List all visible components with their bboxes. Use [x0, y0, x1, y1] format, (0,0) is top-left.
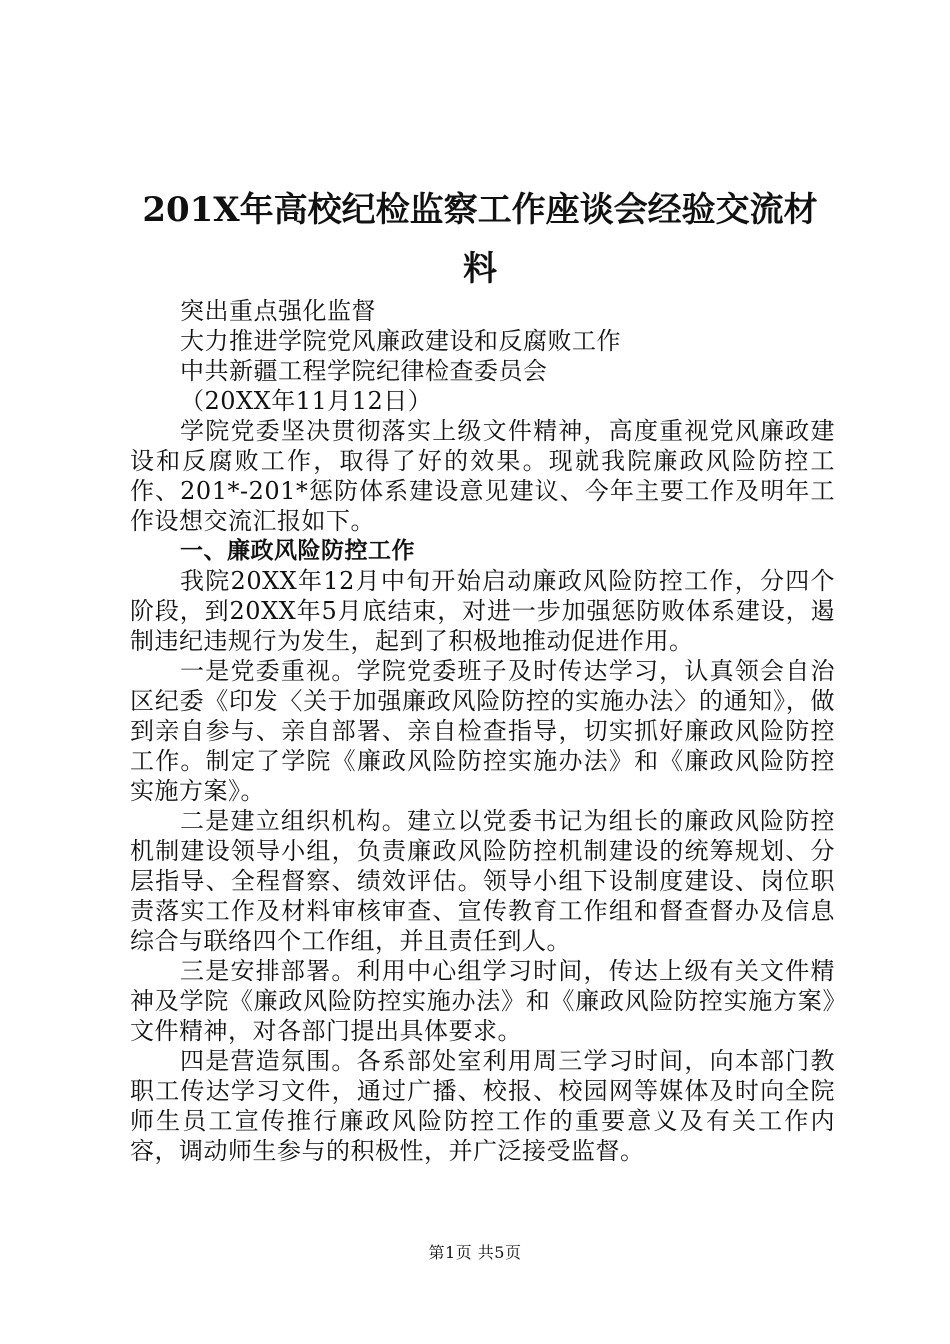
body-paragraph: 大力推进学院党风廉政建设和反腐败工作 — [180, 327, 621, 355]
body-paragraph: 我院20XX年12月中旬开始启动廉政风险防控工作，分四个阶段，到20XX年5月底结束，对进一步加强惩防败体系建设，遏制违纪违规行为发生，起到了积极地推动促进作用。 — [130, 567, 835, 655]
body-paragraph: 二是建立组织机构。建立以党委书记为组长的廉政风险防控机制建设领导小组，负责廉政风险防控机制建设的统筹规划、分层指导、全程督察、绩效评估。领导小组下设制度建设、岗位职责落实工作及材料审核审查、宣传教育工作组和督查督办及信息综合与联络四个工作组，并且责任到人。 — [130, 807, 835, 955]
body-paragraph: （20XX年11月12日） — [180, 387, 433, 415]
body-paragraph: 三是安排部署。利用中心组学习时间，传达上级有关文件精神及学院《廉政风险防控实施办法》和《廉政风险防控实施方案》文件精神，对各部门提出具体要求。 — [130, 957, 835, 1045]
body-paragraph: 一是党委重视。学院党委班子及时传达学习，认真领会自治区纪委《印发〈关于加强廉政风险防控的实施办法〉的通知》，做到亲自参与、亲自部署、亲自检查指导，切实抓好廉政风险防控工作。制定了学院《廉政风险防控实施办法》和《廉政风险防控实施方案》。 — [130, 657, 835, 805]
document-title-line-1: 201X年高校纪检监察工作座谈会经验交流材 — [142, 190, 818, 230]
body-paragraph: 四是营造氛围。各系部处室利用周三学习时间，向本部门教职工传达学习文件，通过广播、校报、校园网等媒体及时向全院师生员工宣传推行廉政风险防控工作的重要意义及有关工作内容，调动师生参与的积极性，并广泛接受监督。 — [130, 1047, 835, 1165]
body-paragraph: 学院党委坚决贯彻落实上级文件精神，高度重视党风廉政建设和反腐败工作，取得了好的效果。现就我院廉政风险防控工作、201*-201*惩防体系建设意见建议、今年主要工作及明年工作设想交流汇报如下。 — [130, 417, 835, 535]
section-heading: 一、廉政风险防控工作 — [180, 538, 415, 564]
body-paragraph: 中共新疆工程学院纪律检查委员会 — [180, 357, 548, 385]
document-title-line-2: 料 — [463, 249, 497, 289]
document-body — [130, 296, 835, 1166]
page-footer: 第1页 共5页 — [428, 1243, 522, 1262]
body-paragraph: 突出重点强化监督 — [180, 297, 376, 325]
